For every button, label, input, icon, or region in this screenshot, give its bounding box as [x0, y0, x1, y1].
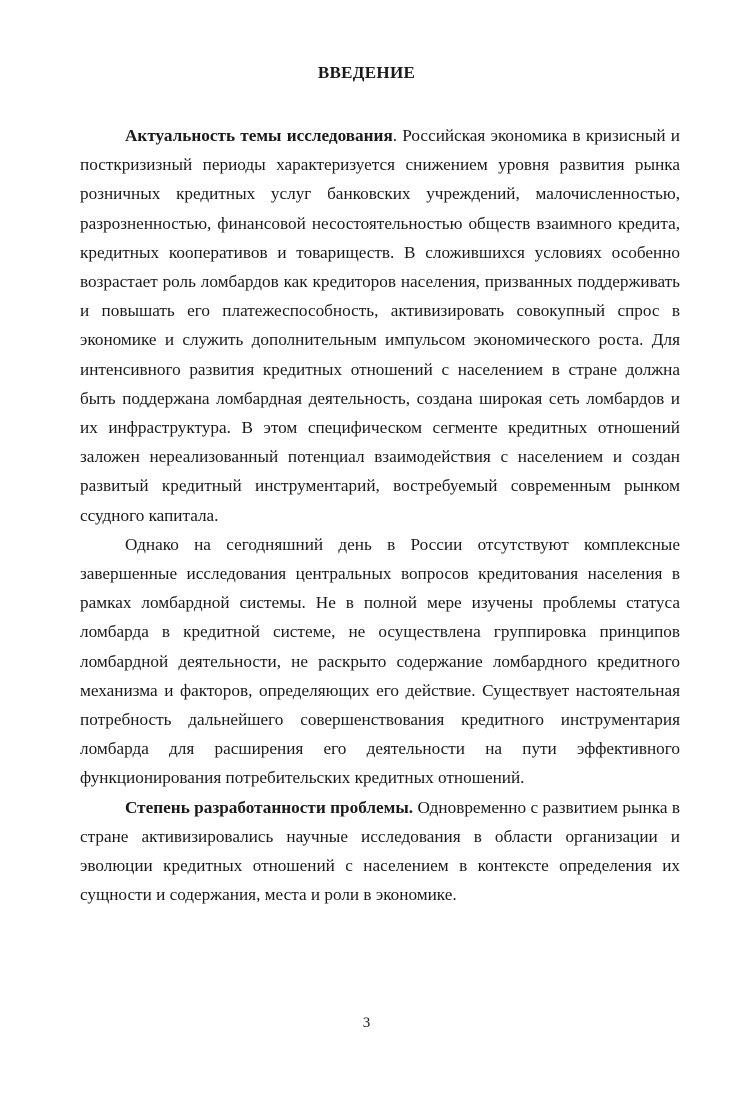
paragraph-lead-relevance: Актуальность темы исследования [125, 126, 393, 145]
paragraph-relevance [80, 121, 680, 530]
body-text [80, 121, 680, 909]
paragraph-development-degree [80, 793, 680, 910]
page-number: 3 [362, 1015, 371, 1031]
paragraph-lead-development-degree: Степень разработанности проблемы. [125, 797, 414, 817]
paragraph-text-relevance: . Российская экономика в кризисный и посткризизный периоды характеризуется снижением уровня развития рынка розничных кредитных услуг банковских учреждений, малочисленностью, разрозненностью, финансовой несостоятельностью обществ взаимного кредита, кредитных кооперативов и товариществ. В сложившихся условиях особенно возрастает роль ломбардов как кредиторов населения, призванных поддерживать и повышать его платежеспособность, активизировать совокупный спрос в экономике и служить дополнительным импульсом экономического роста. Для интенсивного развития кредитных отношений с населением в стране должна быть поддержана ломбардная деятельность, создана широкая сеть ломбардов и их инфраструктура. В этом специфическом сегменте кредитных отношений заложен нереализованный потенциал взаимодействия с населением и создан развитый кредитный инструментарий, востребуемый современным рынком ссудного капитала. [80, 126, 680, 525]
paragraph-text-development-degree: Одновременно с развитием рынка в стране активизировались научные исследования в области организации и эволюции кредитных отношений с населением в контексте определения их сущности и содержания, места и роли в экономике. [80, 797, 680, 905]
paragraph-research-gap [80, 530, 680, 793]
paragraph-text-research-gap: Однако на сегодняшний день в России отсутствуют комплексные завершенные исследования центральных вопросов кредитования населения в рамках ломбардной системы. Не в полной мере изучены проблемы статуса ломбарда в кредитной системе, не осуществлена группировка принципов ломбардной деятельности, не раскрыто содержание ломбардного кредитного механизма и факторов, определяющих его действие. Существует настоятельная потребность дальнейшего совершенствования кредитного инструментария ломбарда для расширения его деятельности на пути эффективного функционирования потребительских кредитных отношений. [80, 534, 680, 788]
page-title: ВВЕДЕНИЕ [317, 63, 416, 82]
